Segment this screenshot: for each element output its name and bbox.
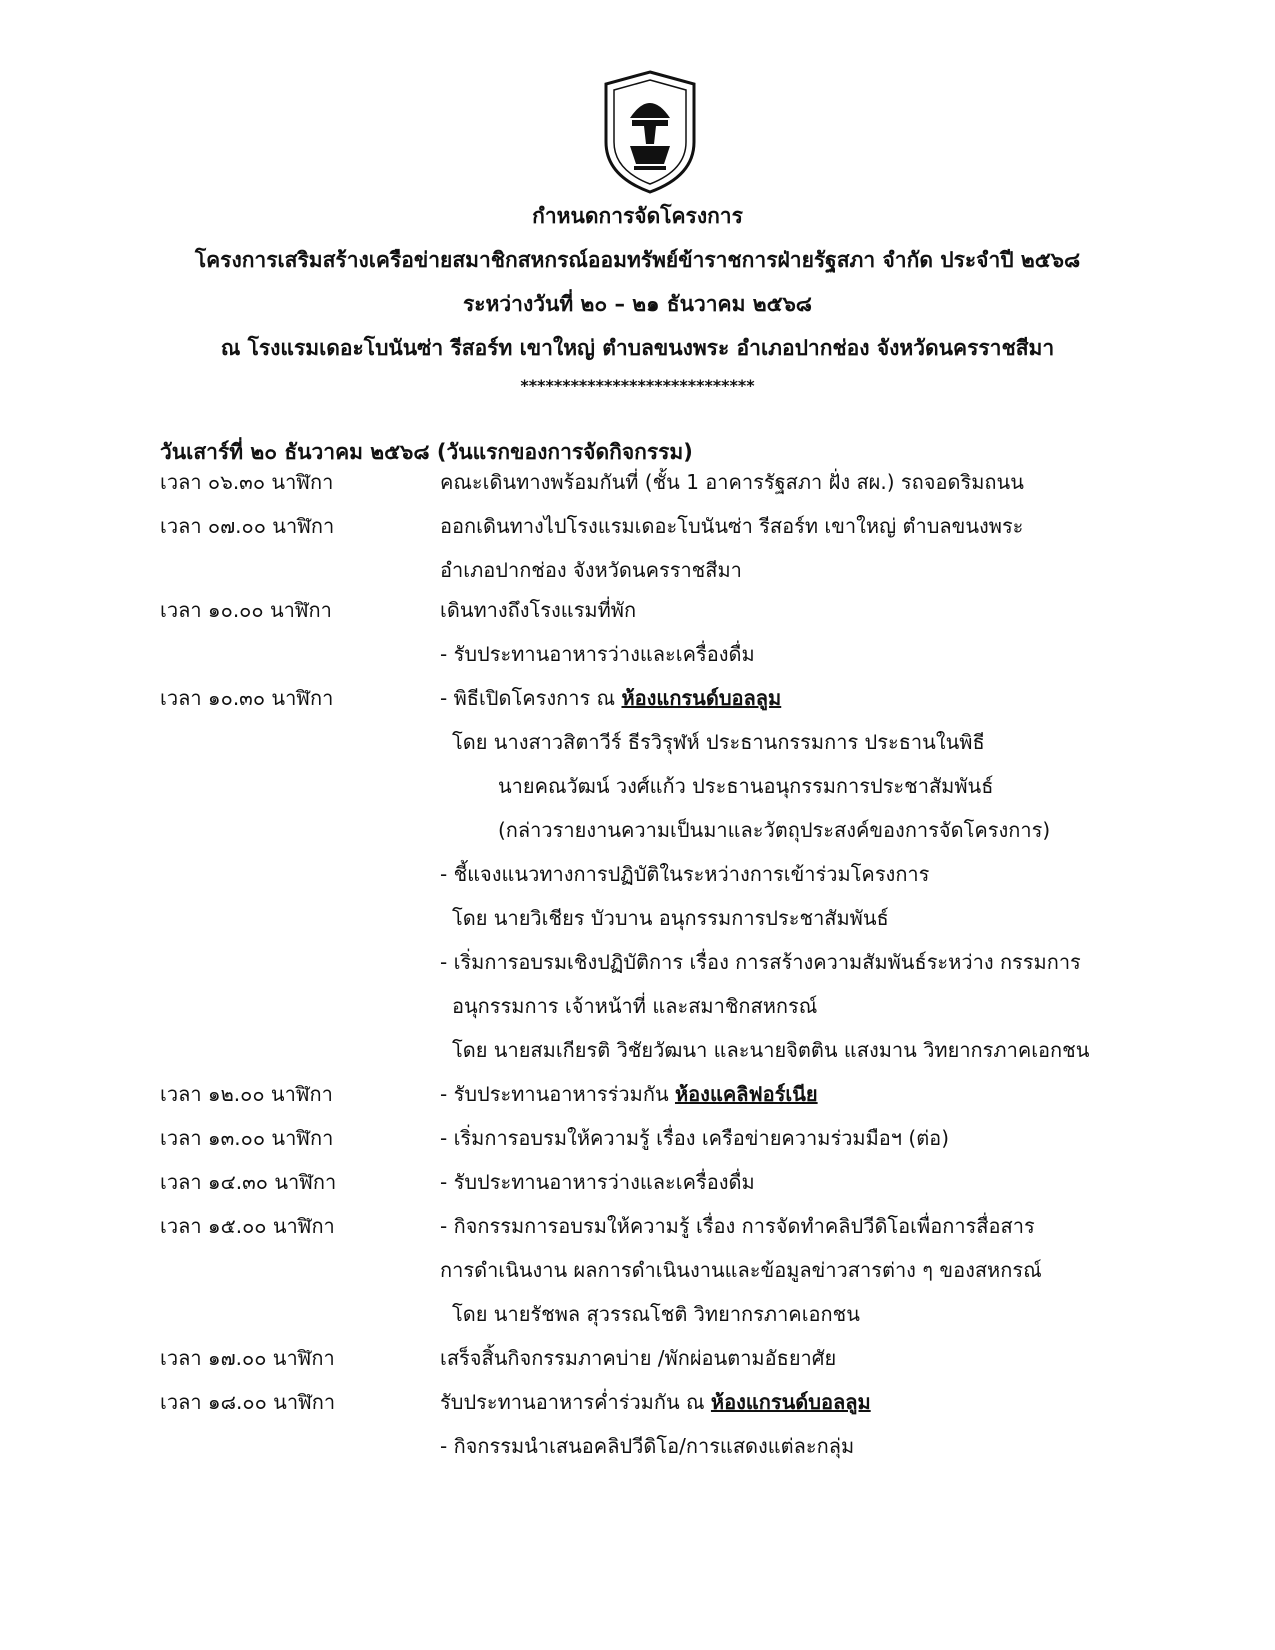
schedule-time: เวลา ๑๓.๐๐ นาฬิกา (160, 1126, 334, 1150)
day-heading: วันเสาร์ที่ ๒๐ ธันวาคม ๒๕๖๘ (วันแรกของการจัดกิจกรรม) (160, 440, 693, 464)
parliament-cooperative-seal-icon (600, 68, 700, 196)
schedule-time: เวลา ๐๖.๓๐ นาฬิกา (160, 470, 334, 494)
schedule-activity (440, 682, 781, 714)
schedule-activity: โดย นายรัชพล สุวรรณโชติ วิทยากรภาคเอกชน (452, 1302, 860, 1326)
room-name: ห้องแกรนด์บอลลูม (621, 686, 782, 710)
schedule-time: เวลา ๑๗.๐๐ นาฬิกา (160, 1346, 335, 1370)
schedule-time: เวลา ๑๐.๓๐ นาฬิกา (160, 686, 334, 710)
schedule-activity: อำเภอปากช่อง จังหวัดนครราชสีมา (440, 558, 742, 582)
room-name: ห้องแคลิฟอร์เนีย (674, 1082, 818, 1106)
activity-text: - พิธีเปิดโครงการ ณ (440, 686, 622, 710)
activity-text: - รับประทานอาหารร่วมกัน (440, 1082, 675, 1106)
schedule-time: เวลา ๑๕.๐๐ นาฬิกา (160, 1214, 335, 1238)
project-name: โครงการเสริมสร้างเครือข่ายสมาชิกสหกรณ์ออมทรัพย์ข้าราชการฝ่ายรัฐสภา จำกัด ประจำปี ๒๕๖๘ (194, 248, 1081, 272)
schedule-activity: โดย นายสมเกียรติ วิชัยวัฒนา และนายจิตติน แสงมาน วิทยากรภาคเอกชน (452, 1038, 1090, 1062)
schedule-time: เวลา ๑๔.๓๐ นาฬิกา (160, 1170, 337, 1194)
document-title: กำหนดการจัดโครงการ (532, 204, 743, 228)
schedule-activity: นายคณวัฒน์ วงศ์แก้ว ประธานอนุกรรมการประชาสัมพันธ์ (498, 774, 994, 798)
schedule-time: เวลา ๐๗.๐๐ นาฬิกา (160, 514, 335, 538)
schedule-activity: อนุกรรมการ เจ้าหน้าที่ และสมาชิกสหกรณ์ (452, 994, 818, 1018)
schedule-activity: การดำเนินงาน ผลการดำเนินงานและข้อมูลข่าวสารต่าง ๆ ของสหกรณ์ (440, 1258, 1042, 1282)
schedule-time: เวลา ๑๒.๐๐ นาฬิกา (160, 1082, 333, 1106)
schedule-activity: โดย นางสาวสิตาวีร์ ธีรวิรุฬห์ ประธานกรรมการ ประธานในพิธี (452, 730, 985, 754)
schedule-time: เวลา ๑๘.๐๐ นาฬิกา (160, 1390, 336, 1414)
room-name: ห้องแกรนด์บอลลูม (710, 1390, 871, 1414)
schedule-activity: เดินทางถึงโรงแรมที่พัก (440, 598, 637, 622)
separator: **************************** (520, 376, 755, 395)
schedule-time: เวลา ๑๐.๐๐ นาฬิกา (160, 598, 332, 622)
schedule-activity: - กิจกรรมการอบรมให้ความรู้ เรื่อง การจัดทำคลิปวีดิโอเพื่อการสื่อสาร (440, 1214, 1035, 1238)
schedule-activity: เสร็จสิ้นกิจกรรมภาคบ่าย /พักผ่อนตามอัธยาศัย (440, 1346, 837, 1370)
schedule-activity: ออกเดินทางไปโรงแรมเดอะโบนันซ่า รีสอร์ท เขาใหญ่ ตำบลขนงพระ (440, 514, 1024, 538)
schedule-activity (440, 1078, 818, 1110)
schedule-activity: - เริ่มการอบรมให้ความรู้ เรื่อง เครือข่ายความร่วมมือฯ (ต่อ) (440, 1126, 949, 1150)
schedule-activity: คณะเดินทางพร้อมกันที่ (ชั้น 1 อาคารรัฐสภา ฝั่ง สผ.) รถจอดริมถนน (440, 470, 1024, 494)
schedule-activity: - กิจกรรมนำเสนอคลิปวีดิโอ/การแสดงแต่ละกลุ่ม (440, 1434, 855, 1458)
schedule-activity: - รับประทานอาหารว่างและเครื่องดื่ม (440, 642, 755, 666)
schedule-activity: - รับประทานอาหารว่างและเครื่องดื่ม (440, 1170, 755, 1194)
schedule-activity: (กล่าวรายงานความเป็นมาและวัตถุประสงค์ของการจัดโครงการ) (498, 818, 1051, 842)
schedule-activity: โดย นายวิเชียร บัวบาน อนุกรรมการประชาสัมพันธ์ (452, 906, 889, 930)
activity-text: รับประทานอาหารค่ำร่วมกัน ณ (440, 1390, 711, 1414)
project-dates: ระหว่างวันที่ ๒๐ – ๒๑ ธันวาคม ๒๕๖๘ (462, 292, 813, 316)
schedule-activity: - ชี้แจงแนวทางการปฏิบัติในระหว่างการเข้าร่วมโครงการ (440, 862, 930, 886)
project-venue: ณ โรงแรมเดอะโบนันซ่า รีสอร์ท เขาใหญ่ ตำบลขนงพระ อำเภอปากช่อง จังหวัดนครราชสีมา (220, 336, 1055, 360)
schedule-activity: - เริ่มการอบรมเชิงปฏิบัติการ เรื่อง การสร้างความสัมพันธ์ระหว่าง กรรมการ (440, 950, 1081, 974)
schedule-activity (440, 1386, 871, 1418)
